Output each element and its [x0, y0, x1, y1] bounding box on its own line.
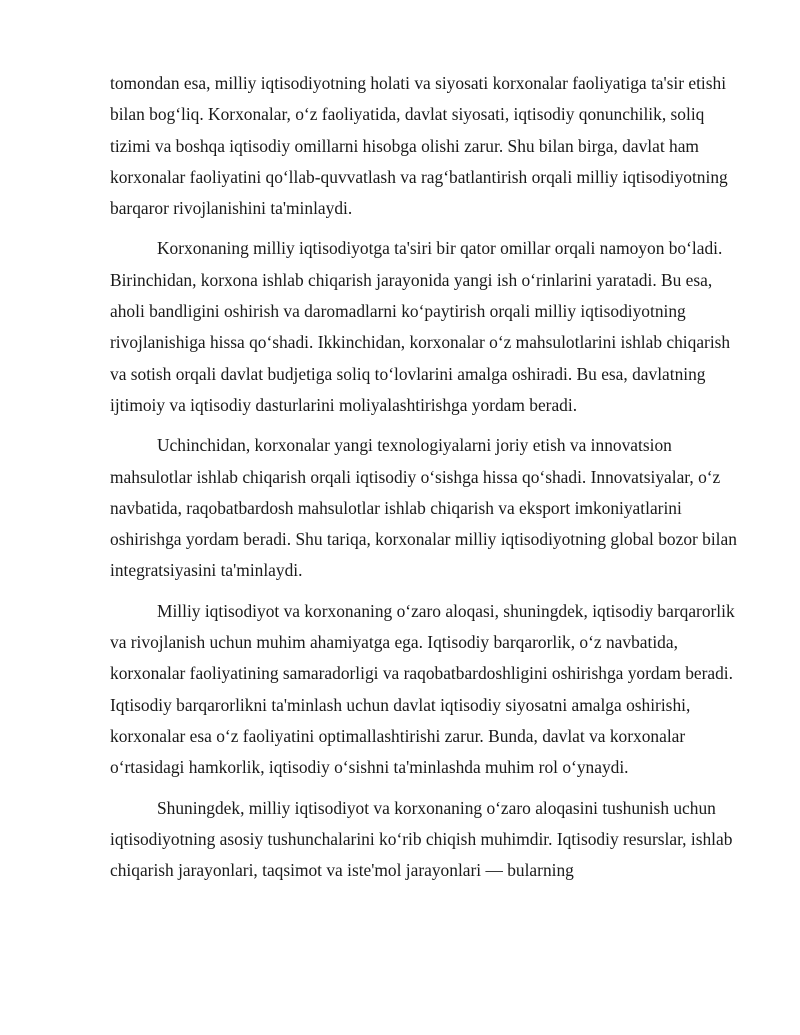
- document-body: [110, 68, 742, 886]
- paragraph: Milliy iqtisodiyot va korxonaning o‘zaro aloqasi, shuningdek, iqtisodiy barqarorlik va rivojlanish uchun muhim ahamiyatga ega. Iqtisodiy barqarorlik, o‘z navbatida, korxonalar faoliyatining samaradorligi va raqobatbardoshligini oshirishga yordam beradi. Iqtisodiy barqarorlikni ta'minlash uchun davlat iqtisodiy siyosatni amalga oshirishi, korxonalar esa o‘z faoliyatini optimallashtirishi zarur. Bunda, davlat va korxonalar o‘rtasidagi hamkorlik, iqtisodiy o‘sishni ta'minlashda muhim rol o‘ynaydi.: [110, 600, 735, 778]
- paragraph: Uchinchidan, korxonalar yangi texnologiyalarni joriy etish va innovatsion mahsulotlar ishlab chiqarish orqali iqtisodiy o‘sishga hissa qo‘shadi. Innovatsiyalar, o‘z navbatida, raqobatbardosh mahsulotlar ishlab chiqarish va eksport imkoniyatlarini oshirishga yordam beradi. Shu tariqa, korxonalar milliy iqtisodiyotning global bozor bilan integratsiyasini ta'minlaydi.: [110, 435, 737, 581]
- paragraph-continuation: tomondan esa, milliy iqtisodiyotning holati va siyosati korxonalar faoliyatiga ta'sir etishi bilan bog‘liq. Korxonalar, o‘z faoliyatida, davlat siyosati, iqtisodiy qonunchilik, soliq tizimi va boshqa iqtisodiy omillarni hisobga olishi zarur. Shu bilan birga, davlat ham korxonalar faoliyatini qo‘llab-quvvatlash va rag‘batlantirish orqali milliy iqtisodiyotning barqaror rivojlanishini ta'minlaydi.: [110, 73, 728, 219]
- paragraph: Shuningdek, milliy iqtisodiyot va korxonaning o‘zaro aloqasini tushunish uchun iqtisodiyotning asosiy tushunchalarini ko‘rib chiqish muhimdir. Iqtisodiy resurslar, ishlab chiqarish jarayonlari, taqsimot va iste'mol jarayonlari — bularning: [110, 797, 733, 881]
- paragraph: Korxonaning milliy iqtisodiyotga ta'siri bir qator omillar orqali namoyon bo‘ladi. Birinchidan, korxona ishlab chiqarish jarayonida yangi ish o‘rinlarini yaratadi. Bu esa, aholi bandligini oshirish va daromadlarni ko‘paytirish orqali milliy iqtisodiyotning rivojlanishiga hissa qo‘shadi. Ikkinchidan, korxonalar o‘z mahsulotlarini ishlab chiqarish va sotish orqali davlat budjetiga soliq to‘lovlarini amalga oshiradi. Bu esa, davlatning ijtimoiy va iqtisodiy dasturlarini moliyalashtirishga yordam beradi.: [110, 238, 731, 415]
